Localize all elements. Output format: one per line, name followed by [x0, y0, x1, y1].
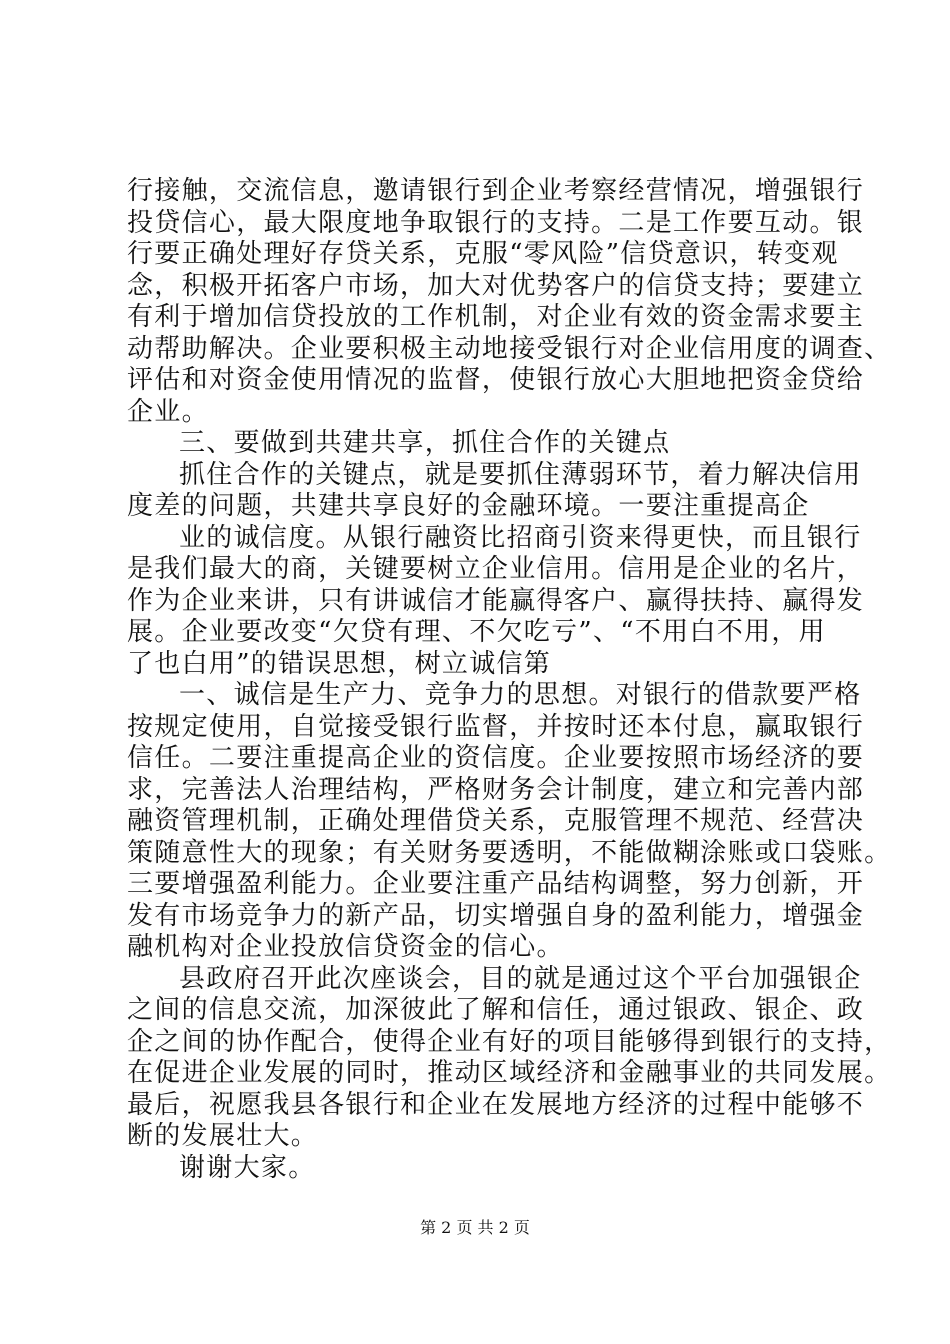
text-line: 发有市场竞争力的新产品，切实增强自身的盈利能力，增强金	[127, 900, 865, 931]
text-line: 有利于增加信贷投放的工作机制，对企业有效的资金需求要主	[127, 302, 865, 332]
text-line: 三、要做到共建共享，抓住合作的关键点	[179, 428, 671, 458]
text-line: 动帮助解决。企业要积极主动地接受银行对企业信用度的调查、	[127, 333, 892, 364]
text-line: 投贷信心，最大限度地争取银行的支持。二是工作要互动。银	[127, 207, 865, 238]
text-line: 最后，祝愿我县各银行和企业在发展地方经济的过程中能够不	[127, 1089, 865, 1120]
text-line: 行接触，交流信息，邀请银行到企业考察经营情况，增强银行	[127, 176, 865, 206]
text-line: 企之间的协作配合，使得企业有好的项目能够得到银行的支持，	[127, 1026, 892, 1057]
text-line: 信任。二要注重提高企业的资信度。企业要按照市场经济的要	[127, 743, 865, 773]
text-line: 业的诚信度。从银行融资比招商引资来得更快，而且银行	[179, 522, 862, 553]
text-line: 念，积极开拓客户市场，加大对优势客户的信贷支持；要建立	[127, 270, 865, 301]
page-footer: 第 2 页 共 2 页	[420, 1218, 530, 1237]
text-line: 企业。	[127, 396, 209, 427]
text-line: 求，完善法人治理结构，严格财务会计制度，建立和完善内部	[127, 774, 865, 805]
text-line: 按规定使用，自觉接受银行监督，并按时还本付息，赢取银行	[127, 711, 865, 742]
text-line: 作为企业来讲，只有讲诚信才能赢得客户、赢得扶持、赢得发	[127, 585, 865, 616]
text-line: 评估和对资金使用情况的监督，使银行放心大胆地把资金贷给	[127, 365, 865, 395]
text-line: 行要正确处理好存贷关系，克服“零风险”信贷意识，转变观	[127, 239, 839, 269]
text-line: 谢谢大家。	[179, 1152, 316, 1183]
text-line: 展。企业要改变“欠贷有理、不欠吃亏”、“不用白不用，用	[127, 617, 826, 647]
text-line: 了也白用”的错误思想，树立诚信第	[127, 648, 552, 679]
text-line: 县政府召开此次座谈会，目的就是通过这个平台加强银企	[179, 963, 862, 994]
text-line: 抓住合作的关键点，就是要抓住薄弱环节，着力解决信用	[179, 459, 862, 490]
text-line: 在促进企业发展的同时，推动区域经济和金融事业的共同发展。	[127, 1058, 892, 1088]
text-line: 度差的问题，共建共享良好的金融环境。一要注重提高企	[127, 491, 810, 521]
text-line: 之间的信息交流，加深彼此了解和信任，通过银政、银企、政	[127, 995, 865, 1025]
text-line: 融机构对企业投放信贷资金的信心。	[127, 932, 564, 962]
text-line: 一、诚信是生产力、竞争力的思想。对银行的借款要严格	[179, 680, 862, 710]
text-line: 三要增强盈利能力。企业要注重产品结构调整，努力创新，开	[127, 869, 865, 899]
document-body	[127, 176, 892, 1184]
text-line: 策随意性大的现象；有关财务要透明，不能做糊涂账或口袋账。	[127, 837, 892, 868]
text-line: 融资管理机制，正确处理借贷关系，克服管理不规范、经营决	[127, 806, 865, 836]
text-line: 是我们最大的商，关键要树立企业信用。信用是企业的名片，	[127, 554, 865, 584]
text-line: 断的发展壮大。	[127, 1121, 319, 1151]
